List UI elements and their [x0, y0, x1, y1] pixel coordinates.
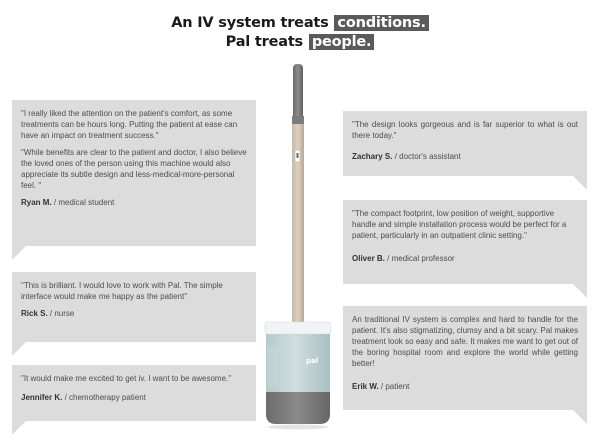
quote-text: "The design looks gorgeous and is far superior to what is out there today.": [352, 120, 578, 140]
quote-tail: [12, 342, 26, 356]
quote-signature: [21, 197, 247, 208]
quote-bubble-ryan: [12, 100, 256, 246]
quote-text: "While benefits are clear to the patient and doctor, I also believe the loved ones of the person using this machine would also appreciate its subtle design and less-medical-more-personal feel. ": [21, 148, 247, 190]
quote-author-name: Zachary S.: [352, 152, 393, 161]
quote-tail: [12, 246, 26, 260]
quote-text: "It would make me excited to get iv. I want to be awesome.": [21, 374, 232, 383]
quote-signature: [352, 381, 578, 392]
quote-text: An traditional IV system is complex and hard to handle for the patient. It's also stigmatizing, clumsy and a bit scary. Pal makes treatment look so easy and safe. It makes me want to get out of the boring hospital room and explore the world while getting better!: [352, 315, 578, 368]
headline-line-2-prefix: Pal treats: [225, 34, 303, 50]
quote-signature: [352, 151, 578, 162]
quote-tail: [573, 176, 587, 190]
quote-bubble-zachary: [343, 111, 587, 176]
quote-author-role: / doctor's assistant: [392, 152, 461, 161]
quote-author-name: Ryan M.: [21, 198, 52, 207]
headline-line-2-highlight: people.: [309, 34, 374, 50]
quote-author-name: Oliver B.: [352, 254, 385, 263]
headline-line-2: [0, 33, 600, 52]
quote-text: "I really liked the attention on the patient's comfort, as some treatments can be hours long. Putting the patient at ease can have an impact on treatment success.": [21, 109, 238, 140]
quote-author-name: Erik W.: [352, 382, 379, 391]
device-logo: pal: [306, 357, 319, 365]
iv-pole-device-icon: [250, 58, 350, 430]
quote-tail: [573, 410, 587, 424]
quote-signature: [352, 253, 578, 264]
headline-line-1: [0, 14, 600, 33]
quote-author-name: Jennifer K.: [21, 393, 63, 402]
quote-bubble-rick: [12, 272, 256, 342]
quote-tail: [12, 421, 26, 435]
quote-bubble-oliver: [343, 200, 587, 284]
quote-author-role: / medical professor: [384, 254, 455, 263]
quote-author-role: / nurse: [47, 309, 75, 318]
quote-signature: [21, 392, 247, 403]
headline: [0, 14, 600, 52]
headline-line-1-prefix: An IV system treats: [171, 15, 329, 31]
quote-text: "The compact footprint, low position of weight, supportive handle and simple installation process would be perfect for a patient, particularly in an outpatient clinic setting.": [352, 209, 567, 240]
quote-bubble-jennifer: [12, 365, 256, 421]
quote-author-role: / chemotherapy patient: [62, 393, 146, 402]
quote-author-role: / medical student: [51, 198, 115, 207]
quote-text: "This is brilliant. I would love to work with Pal. The simple interface would make me happy as the patient": [21, 281, 223, 301]
headline-line-1-highlight: conditions.: [334, 15, 428, 31]
quote-bubble-erik: [343, 306, 587, 410]
quote-author-name: Rick S.: [21, 309, 48, 318]
quote-signature: [21, 308, 247, 319]
quote-author-role: / patient: [378, 382, 410, 391]
quote-tail: [573, 284, 587, 298]
